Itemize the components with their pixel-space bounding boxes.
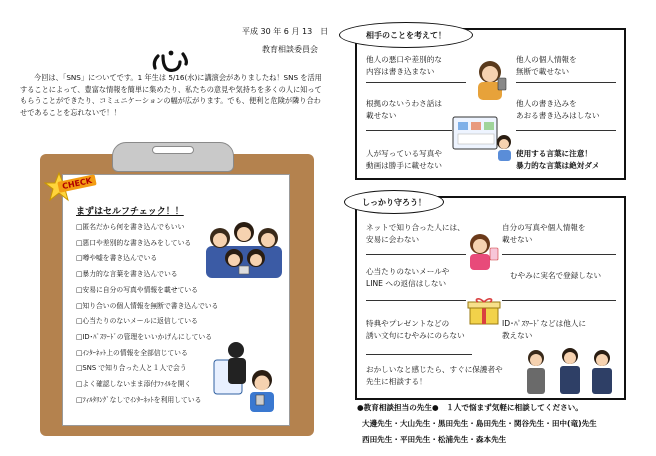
- checklist-item[interactable]: □よく確認しないまま添付ﾌｧｲﾙを開く: [76, 380, 192, 389]
- safe-item-left-4: [366, 364, 503, 388]
- checklist-item[interactable]: □安易に自分の写真や情報を載せている: [76, 285, 198, 294]
- issue-date: 平成 30 年 6 月 13 日: [242, 27, 329, 36]
- students-phones-illustration: [204, 218, 284, 280]
- counseling-teachers-heading: ●教育相談担当の先生● １人で悩まず気軽に相談してください。: [357, 403, 583, 412]
- safe-item-right-3: [502, 318, 586, 342]
- item-line: 無断で載せない: [516, 67, 570, 76]
- checklist-item[interactable]: □悪口や差別的な書き込みをしている: [76, 238, 192, 247]
- consider-item-left-2: [366, 98, 442, 122]
- divider: [516, 82, 616, 83]
- counseling-teachers-line-2: 西田先生・平田先生・松浦先生・森本先生: [362, 435, 507, 444]
- item-line: 先生に相談する！: [366, 377, 427, 386]
- checklist-item[interactable]: □知り合いの個人情報を無断で書き込んでいる: [76, 301, 219, 310]
- safe-item-left-3: [366, 318, 465, 342]
- teachers-illustration: [524, 346, 616, 396]
- stay-safe-title: しっかり守ろう！: [344, 190, 444, 214]
- divider: [502, 254, 616, 255]
- girl-with-phone-illustration: [468, 58, 512, 102]
- item-line: 自分の写真や個人情報を: [502, 223, 586, 232]
- item-line: 他人の悪口や差別的な: [366, 55, 442, 64]
- divider: [366, 130, 452, 131]
- divider: [366, 300, 466, 301]
- stranger-danger-illustration: [212, 340, 282, 414]
- item-line: 動画は勝手に載せない: [366, 161, 442, 170]
- item-line: 根拠のないうわさ話は: [366, 99, 442, 108]
- consider-item-left-3: [366, 148, 442, 172]
- safe-item-left-1: [366, 222, 465, 246]
- consider-item-left-1: [366, 54, 442, 78]
- item-line: ID･ﾊﾟｽﾜｰﾄﾞなどは他人に: [502, 319, 587, 328]
- divider: [366, 82, 466, 83]
- item-line: 教えない: [502, 331, 533, 340]
- item-line: 人が写っている写真や: [366, 149, 442, 158]
- divider: [366, 254, 466, 255]
- checklist-item[interactable]: □心当たりのないメールに返信している: [76, 317, 198, 326]
- item-line: 載せない: [502, 235, 533, 244]
- divider: [502, 300, 616, 301]
- item-line: むやみに実名で登録しない: [510, 271, 602, 280]
- self-check-list: [76, 220, 218, 408]
- safe-item-right-2: [510, 270, 601, 282]
- item-line: 他人の個人情報を: [516, 55, 577, 64]
- item-line: 載せない: [366, 111, 397, 120]
- checklist-item[interactable]: □SNS で知り合った人と１人で会う: [76, 364, 187, 373]
- item-line: 内容は書き込まない: [366, 67, 435, 76]
- check-badge: CHECK: [57, 174, 97, 193]
- safe-item-left-2: [366, 266, 449, 290]
- item-line: LINE への返信はしない: [366, 279, 447, 288]
- safe-item-right-1: [502, 222, 586, 246]
- counseling-teachers-line-1: 大邊先生・大山先生・黒田先生・島田先生・関谷先生・田中(竜)先生: [362, 419, 597, 428]
- divider: [366, 354, 472, 355]
- item-line: 使用する言葉に注意！: [516, 149, 592, 158]
- divider: [516, 130, 616, 131]
- item-line: 特典やプレゼントなどの: [366, 319, 450, 328]
- item-line: 誘い文句にむやみにのらない: [366, 331, 465, 340]
- consider-item-right-1: [516, 54, 577, 78]
- checklist-item[interactable]: □噂や嘘を書き込んでいる: [76, 254, 158, 263]
- checklist-item[interactable]: □ﾌｨﾙﾀﾘﾝｸﾞなしでｲﾝﾀｰﾈｯﾄを利用している: [76, 395, 202, 404]
- self-check-title: まずはセルフチェック！！: [76, 207, 184, 217]
- consider-item-right-3: [516, 148, 600, 172]
- item-line: ネットで知り合った人には、: [366, 223, 465, 232]
- committee-name: 教育相談委員会: [262, 45, 318, 54]
- consider-others-title: 相手のことを考えて！: [339, 22, 473, 48]
- girl-chatting-illustration: [462, 230, 502, 274]
- intro-paragraph: [20, 72, 325, 118]
- clipboard-clip-hole: [152, 146, 194, 154]
- intro-text: 今回は、「SNS」についてです。1 年生は 5/16(水)に講演会がありましたね！SNS を活用することによって、豊富な情報を簡単に集めたり、私たちの意見や気持ちを多くの人に知ってもらうことができたり、コミュニケーションの幅が広がります。でも、便利と危険が隣り合わせであることを忘れないで！！: [20, 73, 322, 117]
- checklist-item[interactable]: □匿名だから何を書き込んでもいい: [76, 223, 185, 231]
- item-line: 暴力的な言葉は絶対ダメ: [516, 161, 600, 170]
- item-line: 心当たりのないメールや: [366, 267, 450, 276]
- checklist-item[interactable]: □暴力的な言葉を書き込んでいる: [76, 270, 178, 279]
- item-line: 他人の書き込みを: [516, 99, 577, 108]
- item-line: 安易に会わない: [366, 235, 420, 244]
- gift-box-icon: [466, 296, 502, 326]
- item-line: あおる書き込みはしない: [516, 111, 600, 120]
- checklist-item[interactable]: □ID･ﾊﾟｽﾜｰﾄﾞの管理をいいかげんにしている: [76, 332, 213, 341]
- item-line: おかしいなと感じたら、すぐに保護者や: [366, 365, 503, 374]
- consider-item-right-2: [516, 98, 600, 122]
- checklist-item[interactable]: □ｲﾝﾀｰﾈｯﾄ上の情報を全部信じている: [76, 348, 188, 357]
- computer-screen-illustration: [452, 116, 514, 162]
